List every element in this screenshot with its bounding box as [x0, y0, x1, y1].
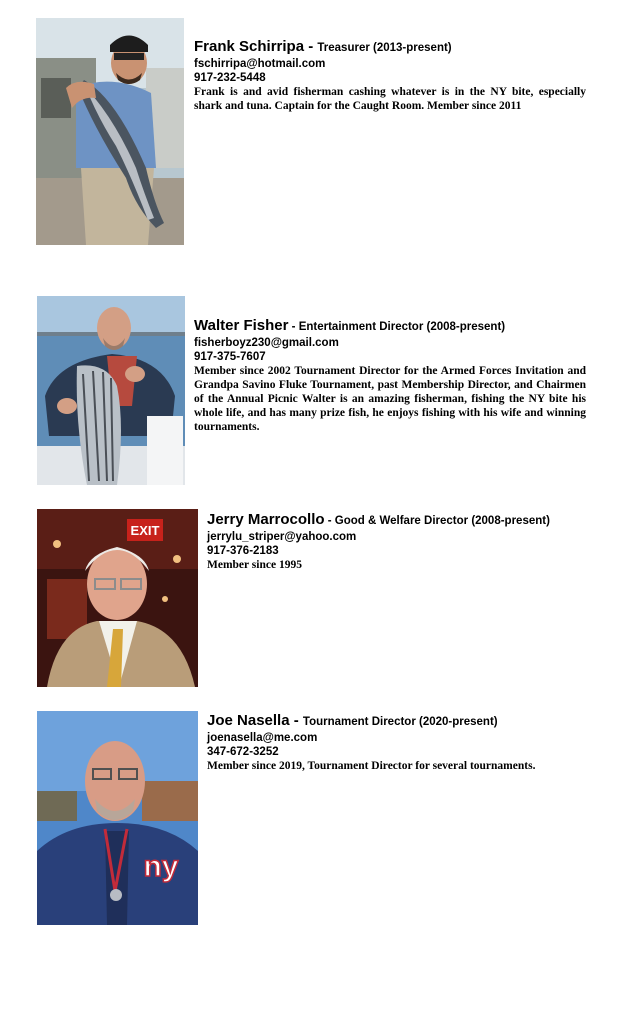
- member-bio: Member since 2002 Tournament Director for the Armed Forces Invitation and Grandpa Savino Fluke Tournament, past Membership Director, and Chairmen of the Annual Picnic Walter is an amazing fisherman, fishing the NY bite his whole life, and has many prize fish, he enjoys fishing with his wife and winning tournaments.: [194, 365, 586, 433]
- member-email[interactable]: fisherboyz230@gmail.com: [194, 337, 339, 349]
- member-phone: 347-672-3252: [207, 746, 279, 758]
- member-heading: [194, 38, 586, 57]
- member-heading: [194, 317, 586, 336]
- member-email[interactable]: joenasella@me.com: [207, 732, 318, 744]
- name-role-separator: -: [324, 515, 335, 527]
- member-phone: 917-375-7607: [194, 351, 266, 363]
- member-info-jerry: [207, 511, 599, 572]
- photo-joe-svg: [37, 711, 198, 925]
- name-role-separator: -: [288, 321, 299, 333]
- member-role: Entertainment Director (2008-present): [298, 321, 506, 333]
- member-email[interactable]: fschirripa@hotmail.com: [194, 58, 326, 70]
- member-bio: Member since 2019, Tournament Director for several tournaments.: [207, 760, 536, 772]
- member-phone: 917-376-2183: [207, 545, 279, 557]
- member-heading: [207, 511, 599, 530]
- photo-frank-svg: [36, 18, 184, 245]
- member-email[interactable]: jerrylu_striper@yahoo.com: [207, 531, 357, 543]
- exit-sign-text: EXIT: [130, 523, 160, 538]
- member-info-frank: [194, 38, 586, 113]
- name-role-separator: -: [304, 38, 318, 55]
- member-role: Treasurer (2013-present): [317, 42, 452, 54]
- team-logo-text: ny: [143, 850, 179, 883]
- member-role: Good & Welfare Director (2008-present): [334, 515, 550, 527]
- member-phone: 917-232-5448: [194, 72, 266, 84]
- member-photo-jerry: [37, 509, 198, 687]
- photo-jerry-svg: [37, 509, 198, 687]
- member-name: Jerry Marrocollo: [207, 511, 325, 528]
- member-name: Walter Fisher: [194, 317, 289, 334]
- member-photo-frank: [36, 18, 184, 245]
- member-bio: Frank is and avid fisherman cashing whatever is in the NY bite, especially shark and tuna. Captain for the Caught Room. Member since 2011: [194, 86, 586, 112]
- member-heading: [207, 712, 599, 731]
- member-photo-walter: [37, 296, 185, 485]
- member-photo-joe: [37, 711, 198, 925]
- name-role-separator: -: [289, 712, 303, 729]
- member-name: Frank Schirripa: [194, 38, 305, 55]
- member-info-joe: [207, 712, 599, 773]
- member-name: Joe Nasella: [207, 712, 290, 729]
- member-role: Tournament Director (2020-present): [302, 716, 498, 728]
- photo-walter-svg: [37, 296, 185, 485]
- member-info-walter: [194, 317, 586, 434]
- member-bio: Member since 1995: [207, 559, 302, 571]
